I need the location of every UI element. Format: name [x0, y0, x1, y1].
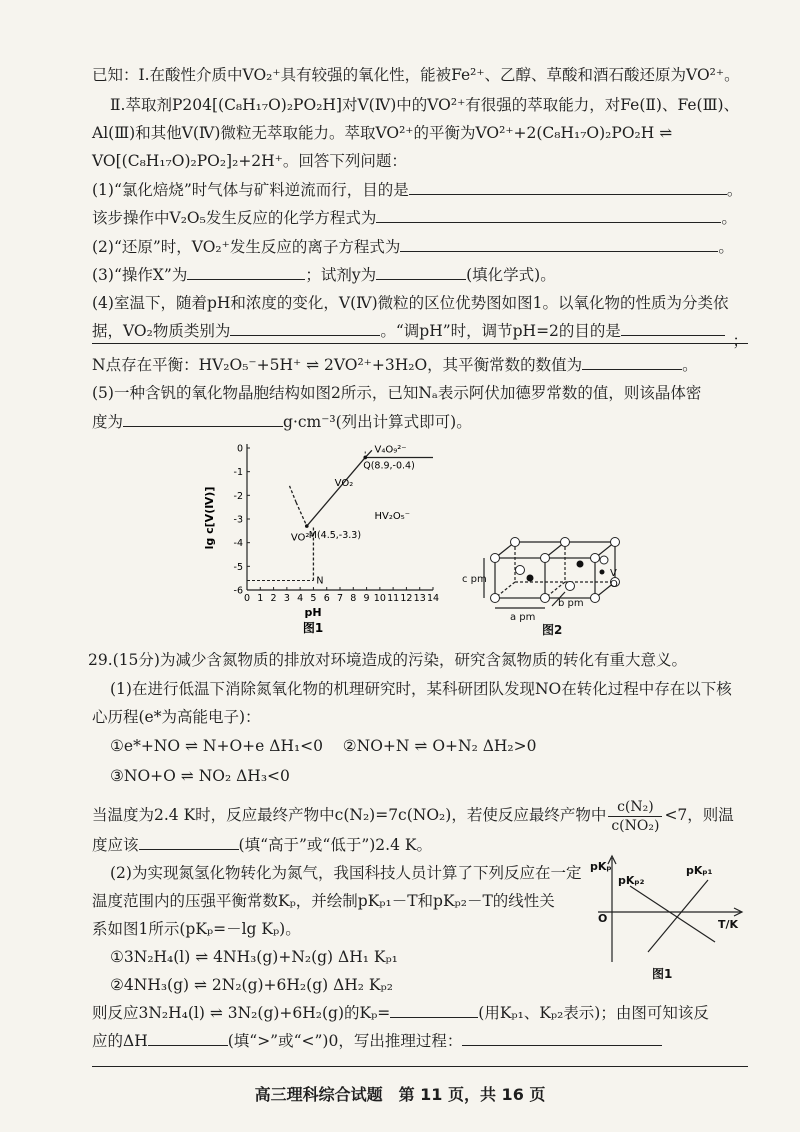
chart-x-label: pH — [304, 606, 322, 619]
answer-blank[interactable] — [376, 205, 721, 223]
boundary-line — [307, 457, 365, 526]
region-label: VO²⁺ — [290, 532, 315, 544]
y-tick-label: -6 — [233, 585, 243, 597]
atom-o — [591, 554, 600, 563]
atom-v — [577, 561, 584, 568]
answer-line[interactable] — [92, 1066, 748, 1067]
atom-o — [491, 554, 500, 563]
q29-part2d: 则反应3N₂H₄(l) ⇌ 3N₂(g)+6H₂(g)的Kₚ= (用Kₚ₁、Kₚ₂表示)；由图可知该反 — [92, 1000, 748, 1026]
x-tick-label: 3 — [283, 593, 290, 604]
chart-caption: 图1 — [302, 621, 324, 635]
concentration-ratio: $\frac{\text{c(N₂)}}{\text{c(NO₂)}}$ — [608, 798, 662, 835]
dim-b: b pm — [558, 598, 584, 609]
q28-part5b: 度为 g·cm⁻³(列出计算式即可)。 — [92, 409, 748, 435]
atom-o — [541, 594, 550, 603]
x-tick-label: 11 — [387, 593, 400, 604]
q29-heading: 29.(15分)为减少含氮物质的排放对环境造成的污染，研究含氮物质的转化有重大意义。 — [88, 651, 687, 669]
reaction-5: ②4NH₃(g) ⇌ 2N₂(g)+6H₂(g) ΔH₂ Kₚ₂ — [110, 976, 393, 994]
dim-a: a pm — [510, 612, 536, 623]
x-tick-label: 4 — [297, 593, 304, 604]
y-tick-label: -4 — [233, 538, 243, 550]
answer-blank[interactable] — [139, 832, 239, 850]
intro-line-3: Al(Ⅲ)和其他V(Ⅳ)微粒无萃取能力。萃取VO²⁺的平衡为VO²⁺+2(C₈H₁₇O)₂PO₂H ⇌ — [92, 124, 673, 142]
q29-pkp-graph — [590, 850, 755, 985]
atom-o — [541, 554, 550, 563]
atom-o — [561, 538, 570, 547]
legend-v: V — [610, 568, 617, 579]
intro-line-4: VO[(C₈H₁₇O)₂PO₂]₂+2H⁺。回答下列问题： — [92, 152, 407, 170]
q28-part1b: 该步操作中V₂O₅发生反应的化学方程式为 。 — [92, 205, 748, 231]
x-tick-label: 7 — [336, 593, 344, 604]
atom-o — [566, 582, 575, 591]
x-tick-label: 5 — [310, 593, 317, 604]
reaction-4: ①3N₂H₄(l) ⇌ 4NH₃(g)+N₂(g) ΔH₁ Kₚ₁ — [110, 948, 398, 966]
q28-part3: (3)“操作X”为 ；试剂y为 (填化学式)。 — [92, 262, 748, 288]
page-footer: 高三理科综合试题 第 11 页，共 16 页 — [254, 1085, 546, 1104]
q28-part4b: 据，VO₂物质类别为 。“调pH”时，调节pH=2的目的是 — [92, 318, 748, 344]
reaction-1: ①e*+NO ⇌ N+O+e ΔH₁<0 — [110, 737, 324, 755]
answer-blank[interactable] — [123, 409, 283, 427]
line-pkp2 — [630, 886, 715, 942]
atom-o — [511, 538, 520, 547]
answer-blank[interactable] — [390, 1000, 478, 1018]
atom-o — [516, 566, 525, 575]
region-label: HV₂O₅⁻ — [374, 511, 411, 522]
answer-blank[interactable] — [400, 234, 718, 252]
q29-part1b: 心历程(e*为高能电子)： — [92, 708, 261, 726]
intro-line-2: Ⅱ.萃取剂P204[(C₈H₁₇O)₂PO₂H]对V(Ⅳ)中的VO²⁺有很强的萃取能力，对Fe(Ⅱ)、Fe(Ⅲ)、 — [110, 96, 740, 114]
x-tick-label: 13 — [413, 593, 426, 604]
reaction-2: ②NO+N ⇌ O+N₂ ΔH₂>0 — [342, 737, 537, 755]
origin-label: O — [598, 912, 608, 925]
x-tick-label: 14 — [426, 593, 440, 604]
figure-1-predominance-chart — [205, 440, 440, 635]
q28-part4a: (4)室温下，随着pH和浓度的变化，V(Ⅳ)微粒的区位优势图如图1。以氧化物的性质为分类依 — [92, 294, 729, 312]
dim-c: c pm — [462, 574, 487, 585]
answer-blank[interactable] — [462, 1028, 662, 1046]
x-tick-label: 1 — [257, 593, 264, 604]
y-tick-label: -5 — [233, 561, 243, 573]
figure-2-unit-cell — [460, 520, 640, 640]
reaction-3: ③NO+O ⇌ NO₂ ΔH₃<0 — [110, 767, 290, 785]
point-m — [305, 524, 309, 528]
oxygen-atoms — [491, 538, 620, 603]
x-tick-label: 12 — [400, 593, 413, 604]
legend-o: O — [610, 579, 618, 590]
vanadium-atoms — [527, 561, 584, 582]
fig2-caption: 图2 — [542, 623, 563, 637]
q29-part2f: 应的ΔH (填“>”或“<”)0，写出推理过程： — [92, 1028, 748, 1054]
q29-reaction-row1 — [110, 733, 748, 759]
y-tick-label: -2 — [233, 490, 243, 502]
axis-label-x: T/K — [718, 918, 739, 931]
answer-blank[interactable] — [148, 1028, 228, 1046]
q28-part4d: N点存在平衡：HV₂O₅⁻+5H⁺ ⇌ 2VO²⁺+3H₂O，其平衡常数的数值为 。 — [92, 352, 748, 378]
x-tick-label: 0 — [243, 593, 251, 604]
q28-part5a: (5)一种含钒的氧化物晶胞结构如图2所示，已知Nₐ表示阿伏加德罗常数的值，则该晶体密 — [92, 384, 702, 402]
y-tick-label: 0 — [236, 443, 243, 455]
x-tick-label: 6 — [323, 593, 330, 604]
line-label-pkp2: pKₚ₂ — [618, 874, 645, 887]
q29-part2a: (2)为实现氮氢化物转化为氮气，我国科技人员计算了下列反应在一定 — [110, 864, 582, 882]
region-label: V₄O₉²⁻ — [374, 444, 407, 456]
q29-part2c: 系如图1所示(pKₚ=－lg Kₚ)。 — [92, 920, 301, 938]
q28-part1: (1)“氯化焙烧”时气体与矿料逆流而行，目的是 。 — [92, 177, 748, 203]
line-pkp1 — [648, 880, 708, 952]
y-tick-label: -3 — [233, 514, 243, 526]
y-tick-label: -1 — [233, 467, 243, 479]
answer-blank[interactable] — [187, 262, 305, 280]
q28-semicolon: ； — [732, 332, 748, 350]
region-label: VO₂ — [334, 477, 354, 489]
q29-part2b: 温度范围内的压强平衡常数Kₚ，并绘制pKₚ₁－T和pKₚ₂－T的线性关 — [92, 892, 555, 910]
chart-y-label: lg c[V(Ⅳ)] — [203, 486, 216, 550]
point-label-q: Q(8.9,-0.4) — [363, 460, 415, 472]
axis-label-y: pKₚ — [590, 860, 612, 873]
point-label-n: N — [316, 575, 324, 587]
atom-o — [491, 594, 500, 603]
x-tick-label: 9 — [363, 593, 370, 604]
point-label-m: M(4.5,-3.3) — [308, 530, 362, 542]
answer-blank[interactable] — [582, 352, 682, 370]
q29-part1c: 当温度为2.4 K时，反应最终产物中c(N₂)=7c(NO₂)，若使反应最终产物中 $\frac{\text{c(N₂)}}{\text{c(NO₂)}}$ <7，则温 — [92, 798, 734, 834]
atom-o — [591, 594, 600, 603]
q29-fig-caption: 图1 — [652, 967, 673, 981]
q28-part2: (2)“还原”时，VO₂⁺发生反应的离子方程式为 。 — [92, 234, 748, 260]
legend-o-marker — [600, 556, 608, 564]
answer-blank[interactable] — [409, 177, 727, 195]
atom-o — [611, 538, 620, 547]
boundary-line — [290, 486, 297, 503]
line-label-pkp1: pKₚ₁ — [686, 864, 713, 877]
q29-part1a: (1)在进行低温下消除氮氧化物的机理研究时，某科研团队发现NO在转化过程中存在以下核 — [110, 680, 732, 698]
q29-part1e: 度应该 (填“高于”或“低于”)2.4 K。 — [92, 832, 748, 858]
answer-blank[interactable] — [376, 262, 466, 280]
point-q — [363, 456, 367, 460]
atom-v — [527, 575, 534, 582]
x-tick-label: 8 — [350, 593, 357, 604]
boundary-line — [296, 502, 307, 526]
legend-v-marker — [600, 570, 605, 575]
x-tick-label: 2 — [270, 593, 277, 604]
x-tick-label: 10 — [373, 593, 386, 604]
intro-line-1: 已知：Ⅰ.在酸性介质中VO₂⁺具有较强的氧化性，能被Fe²⁺、乙醇、草酸和酒石酸还原为VO²⁺。 — [92, 66, 740, 84]
